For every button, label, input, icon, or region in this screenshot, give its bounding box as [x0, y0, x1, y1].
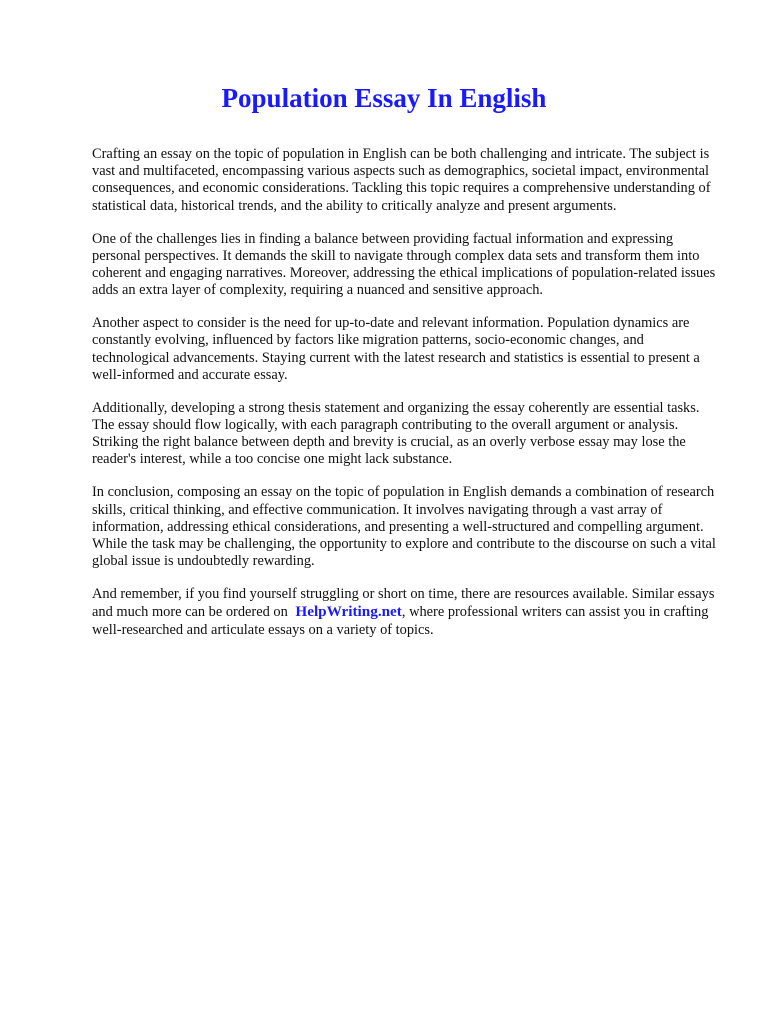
helpwriting-link[interactable]: HelpWriting.net	[295, 603, 402, 621]
paragraph-3: Another aspect to consider is the need for up-to-date and relevant information. Population dynamics are constantly evolving, influenced by factors like migration patterns, socio-economic changes, and technological advancements. Staying current with the latest research and statistics is essential to present a well-informed and accurate essay.	[92, 315, 700, 383]
closing-paragraph	[92, 586, 722, 639]
closing-text-after-link: , where professional writers can assist you in crafting well-researched and articulate essays on a variety of topics.	[92, 604, 709, 638]
paragraph-2: One of the challenges lies in finding a balance between providing factual information and expressing personal perspectives. It demands the skill to navigate through complex data sets and transform them into coherent and engaging narratives. Moreover, addressing the ethical implications of population-related issues adds an extra layer of complexity, requiring a nuanced and sensitive approach.	[92, 230, 716, 299]
closing-text-before-link: And remember, if you find yourself struggling or short on time, there are resources available. Similar essays and much more can be ordered on	[92, 586, 715, 621]
essay-body	[92, 146, 722, 655]
paragraph-4: Additionally, developing a strong thesis statement and organizing the essay coherently are essential tasks. The essay should flow logically, with each paragraph contributing to the overall argument or analysis. Striking the right balance between depth and brevity is crucial, as an overly verbose essay may lose the reader's interest, while a too concise one might lack substance.	[92, 399, 700, 468]
page-title: Population Essay In English	[221, 83, 547, 113]
paragraph-1: Crafting an essay on the topic of population in English can be both challenging and intricate. The subject is vast and multifaceted, encompassing various aspects such as demographics, societal impact, environmental consequences, and economic considerations. Tackling this topic requires a comprehensive understanding of statistical data, historical trends, and the ability to critically analyze and present arguments.	[92, 146, 711, 214]
paragraph-5: In conclusion, composing an essay on the topic of population in English demands a combination of research skills, critical thinking, and effective communication. It involves navigating through a vast array of information, addressing ethical considerations, and presenting a well-structured and compelling argument. While the task may be challenging, the opportunity to explore and contribute to the discourse on such a vital global issue is undoubtedly rewarding.	[92, 484, 716, 570]
